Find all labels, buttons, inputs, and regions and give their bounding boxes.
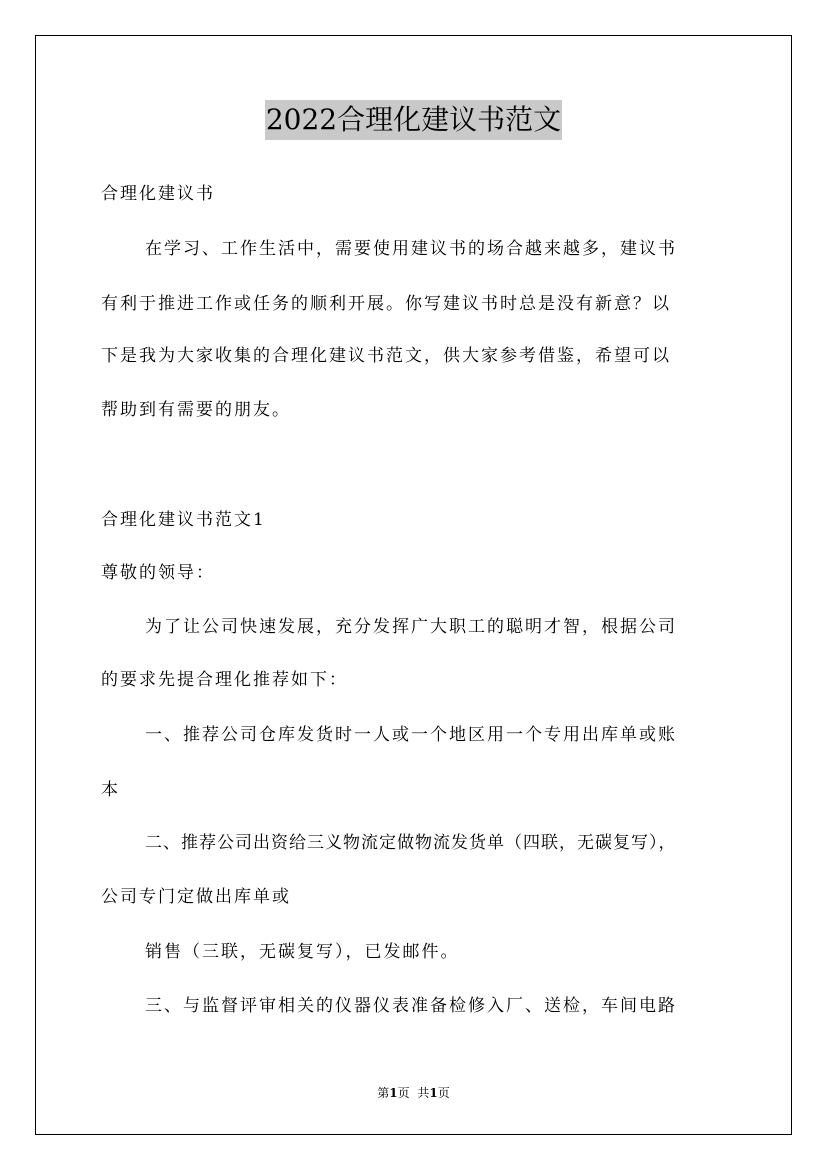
list-item: 三、与监督评审相关的仪器仪表准备检修入厂、送检，车间电路 <box>145 996 677 1016</box>
page-number: 1 <box>389 1086 398 1100</box>
list-item-continuation: 公司专门定做出库单或 <box>101 887 291 907</box>
total-suffix: 页 <box>437 1086 450 1100</box>
page-footer <box>0 1085 827 1101</box>
paragraph-line: 在学习、工作生活中，需要使用建议书的场合越来越多，建议书 <box>145 239 677 259</box>
page-label-suffix: 页 <box>397 1086 410 1100</box>
list-item-continuation: 销售（三联，无碳复写），已发邮件。 <box>145 942 460 962</box>
section-heading: 合理化建议书 <box>101 184 215 204</box>
list-item: 一、推荐公司仓库发货时一人或一个地区用一个专用出库单或账 <box>145 725 677 745</box>
list-item-continuation: 本 <box>101 780 120 800</box>
total-prefix: 共 <box>417 1086 430 1100</box>
paragraph-line: 的要求先提合理化推荐如下： <box>101 670 348 690</box>
document-title: 2022合理化建议书范文 <box>265 100 562 140</box>
title-container <box>0 100 827 140</box>
paragraph-line: 为了让公司快速发展，充分发挥广大职工的聪明才智，根据公司 <box>145 617 677 637</box>
salutation: 尊敬的领导： <box>101 563 215 583</box>
paragraph-line: 下是我为大家收集的合理化建议书范文，供大家参考借鉴，希望可以 <box>101 346 671 366</box>
section-heading: 合理化建议书范文1 <box>101 510 266 530</box>
paragraph-line: 帮助到有需要的朋友。 <box>101 400 291 420</box>
page-label-prefix: 第 <box>377 1086 390 1100</box>
total-pages: 1 <box>429 1086 438 1100</box>
list-item: 二、推荐公司出资给三义物流定做物流发货单（四联，无碳复写）， <box>145 833 677 853</box>
paragraph-line: 有利于推进工作或任务的顺利开展。你写建议书时总是没有新意？以 <box>101 294 671 314</box>
